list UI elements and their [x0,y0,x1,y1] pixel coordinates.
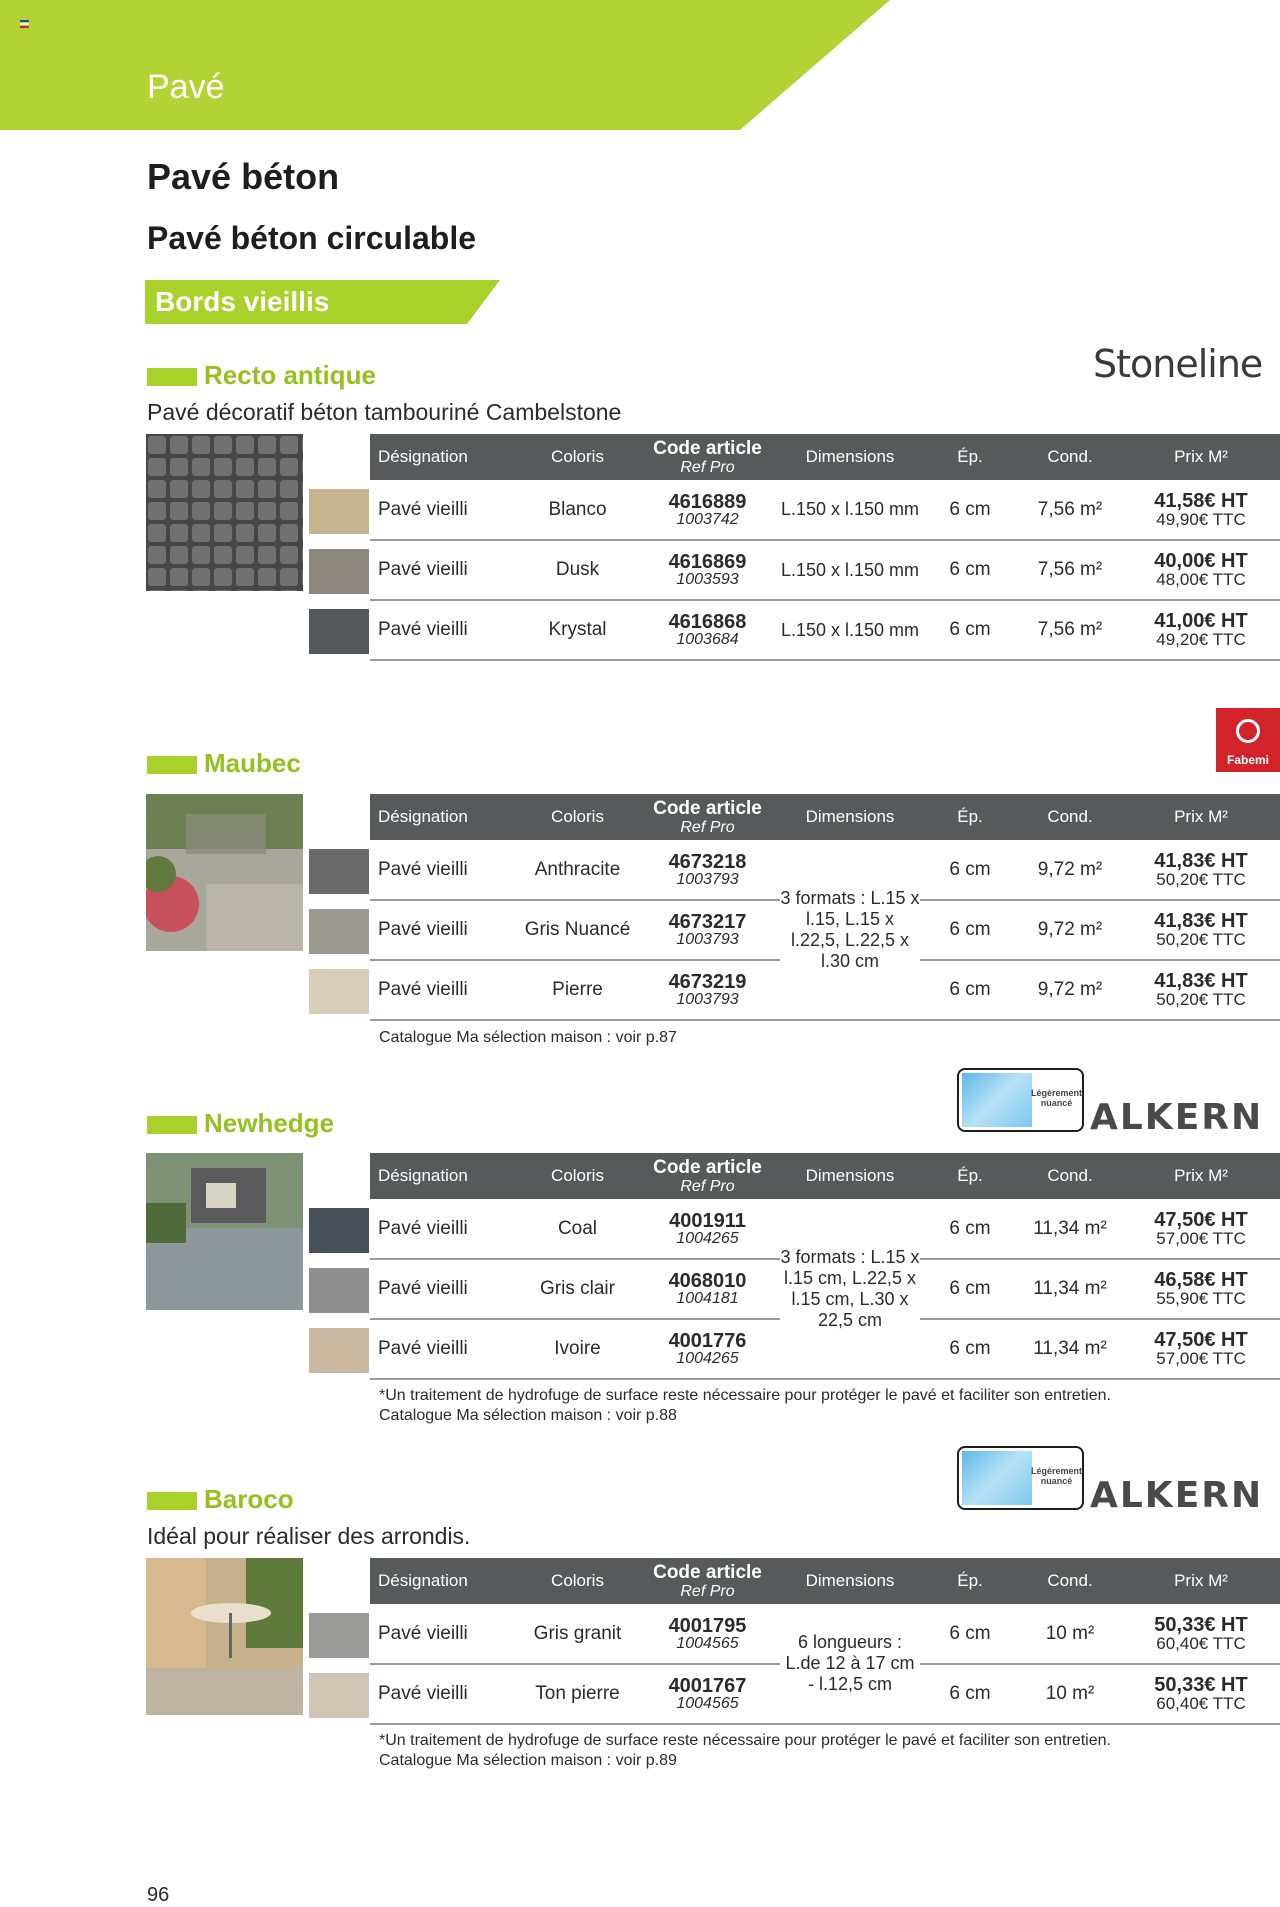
cell-cond: 7,56 m² [1020,480,1120,540]
table-header-row [370,434,1280,480]
cell-designation: Pavé vieilli [370,1664,520,1724]
section-description: Idéal pour réaliser des arrondis. [147,1523,471,1549]
column-header: Coloris [520,434,635,480]
swatch-blanco [309,489,369,534]
catalogue-note: Catalogue Ma sélection maison : voir p.87 [379,1029,677,1046]
cell-designation: Pavé vieilli [370,1604,520,1664]
badge-label: Légèrement nuancé [1030,1466,1083,1486]
product-table-maubec [370,794,1280,1021]
column-header: Prix M² [1120,1153,1280,1199]
cell-cond: 9,72 m² [1020,840,1120,900]
cell-ep: 6 cm [920,840,1020,900]
category-tag [145,280,500,324]
swatch-pierre [309,969,369,1014]
banner-title: Pavé [147,68,225,106]
brand-logo-fabemi [1216,708,1280,772]
column-header: Dimensions [780,1153,920,1199]
cell-coloris: Gris granit [520,1604,635,1664]
cell-code: 4616869 1003593 [635,540,780,600]
cell-coloris: Gris Nuancé [520,900,635,960]
column-header: Code article Ref Pro [635,434,780,480]
column-header: Ép. [920,794,1020,840]
cell-coloris: Krystal [520,600,635,660]
product-table-baroco [370,1558,1280,1725]
product-table-recto-antique [370,434,1280,661]
product-photo-maubec [146,794,303,951]
cell-price: 40,00€ HT 48,00€ TTC [1120,540,1280,600]
swatch-ivoire [309,1328,369,1373]
cell-coloris: Anthracite [520,840,635,900]
table-row [370,600,1280,660]
cell-cond: 9,72 m² [1020,900,1120,960]
column-header: Coloris [520,1153,635,1199]
brand-name: Fabemi [1226,753,1269,767]
column-header: Ép. [920,1558,1020,1604]
cell-price: 47,50€ HT 57,00€ TTC [1120,1199,1280,1259]
cell-designation: Pavé vieilli [370,900,520,960]
cell-ep: 6 cm [920,900,1020,960]
cell-ep: 6 cm [920,480,1020,540]
column-header: Désignation [370,794,520,840]
cell-dimensions: 3 formats : L.15 x l.15, L.15 x l.22,5, L.22,5 x l.30 cm [780,840,920,1020]
cell-coloris: Ton pierre [520,1664,635,1724]
cell-dimensions: L.150 x l.150 mm [780,600,920,660]
table-row [370,1604,1280,1664]
section-marker [147,756,197,774]
cell-code: 4001795 1004565 [635,1604,780,1664]
cell-ep: 6 cm [920,960,1020,1020]
section-title: Newhedge [204,1108,335,1138]
table-row [370,1199,1280,1259]
cell-code: 4001776 1004265 [635,1319,780,1379]
cell-ep: 6 cm [920,1199,1020,1259]
nuance-badge [957,1068,1084,1132]
cell-designation: Pavé vieilli [370,1199,520,1259]
column-header: Code article Ref Pro [635,1153,780,1199]
cell-cond: 11,34 m² [1020,1259,1120,1319]
cell-cond: 10 m² [1020,1604,1120,1664]
cell-price: 50,33€ HT 60,40€ TTC [1120,1664,1280,1724]
cell-designation: Pavé vieilli [370,1319,520,1379]
page-number: 96 [147,1884,170,1906]
column-header: Cond. [1020,794,1120,840]
product-table-newhedge [370,1153,1280,1380]
page-subtitle: Pavé béton circulable [147,220,477,256]
hydrofuge-note: *Un traitement de hydrofuge de surface reste nécessaire pour protéger le pavé et faciliter son entretien. [379,1732,1111,1749]
cell-cond: 7,56 m² [1020,540,1120,600]
cell-price: 41,83€ HT 50,20€ TTC [1120,900,1280,960]
cell-cond: 9,72 m² [1020,960,1120,1020]
cell-price: 47,50€ HT 57,00€ TTC [1120,1319,1280,1379]
section-title: Baroco [204,1484,294,1514]
cell-price: 41,83€ HT 50,20€ TTC [1120,960,1280,1020]
cell-code: 4673217 1003793 [635,900,780,960]
cell-designation: Pavé vieilli [370,540,520,600]
cell-price: 41,83€ HT 50,20€ TTC [1120,840,1280,900]
column-header: Désignation [370,1153,520,1199]
catalogue-note: Catalogue Ma sélection maison : voir p.88 [379,1407,677,1424]
column-header: Coloris [520,794,635,840]
cell-price: 41,58€ HT 49,90€ TTC [1120,480,1280,540]
header-banner [0,0,1280,130]
table-row [370,840,1280,900]
fabemi-emblem-icon [1236,719,1260,743]
section-marker [147,368,197,386]
column-header: Code article Ref Pro [635,794,780,840]
cell-coloris: Dusk [520,540,635,600]
flag-icon [20,20,29,27]
column-header: Désignation [370,1558,520,1604]
cell-code: 4001767 1004565 [635,1664,780,1724]
cell-code: 4673219 1003793 [635,960,780,1020]
brand-logo-alkern: ALKERN [1090,1097,1264,1138]
cell-cond: 10 m² [1020,1664,1120,1724]
swatch-anthracite [309,849,369,894]
cell-ep: 6 cm [920,1319,1020,1379]
column-header: Désignation [370,434,520,480]
swatch-dusk [309,549,369,594]
cell-code: 4616889 1003742 [635,480,780,540]
table-header-row [370,1558,1280,1604]
section-marker [147,1116,197,1134]
cell-code: 4001911 1004265 [635,1199,780,1259]
category-tag-label: Bords vieillis [155,286,330,317]
column-header: Code article Ref Pro [635,1558,780,1604]
cell-designation: Pavé vieilli [370,960,520,1020]
nuance-swatch-icon [962,1451,1032,1505]
cell-code: 4616868 1003684 [635,600,780,660]
section-title: Maubec [204,748,301,778]
cell-coloris: Gris clair [520,1259,635,1319]
cell-designation: Pavé vieilli [370,480,520,540]
column-header: Ép. [920,434,1020,480]
product-photo-newhedge [146,1153,303,1310]
cell-dimensions: L.150 x l.150 mm [780,480,920,540]
cell-cond: 7,56 m² [1020,600,1120,660]
cell-code: 4673218 1003793 [635,840,780,900]
cell-dimensions: 3 formats : L.15 x l.15 cm, L.22,5 x l.15 cm, L.30 x 22,5 cm [780,1199,920,1379]
cell-designation: Pavé vieilli [370,600,520,660]
cell-code: 4068010 1004181 [635,1259,780,1319]
column-header: Coloris [520,1558,635,1604]
column-header: Dimensions [780,1558,920,1604]
column-header: Ép. [920,1153,1020,1199]
catalogue-note: Catalogue Ma sélection maison : voir p.89 [379,1752,677,1769]
column-header: Prix M² [1120,434,1280,480]
cell-cond: 11,34 m² [1020,1199,1120,1259]
cell-designation: Pavé vieilli [370,840,520,900]
brand-logo-alkern: ALKERN [1090,1475,1264,1516]
cell-ep: 6 cm [920,600,1020,660]
section-description: Pavé décoratif béton tambouriné Cambelstone [147,399,622,425]
column-header: Dimensions [780,794,920,840]
cell-dimensions: 6 longueurs : L.de 12 à 17 cm - l.12,5 cm [780,1604,920,1724]
cell-ep: 6 cm [920,1664,1020,1724]
table-row [370,480,1280,540]
table-header-row [370,794,1280,840]
cell-coloris: Pierre [520,960,635,1020]
product-photo-recto-antique [146,434,303,591]
section-title: Recto antique [204,360,376,390]
cell-designation: Pavé vieilli [370,1259,520,1319]
brand-logo-stoneline: Stoneline [1093,342,1263,386]
swatch-gris-granit [309,1613,369,1658]
swatch-coal [309,1208,369,1253]
cell-price: 50,33€ HT 60,40€ TTC [1120,1604,1280,1664]
nuance-swatch-icon [962,1073,1032,1127]
column-header: Prix M² [1120,794,1280,840]
swatch-ton-pierre [309,1673,369,1718]
cell-ep: 6 cm [920,1604,1020,1664]
cell-ep: 6 cm [920,1259,1020,1319]
swatch-gris-nuance [309,909,369,954]
column-header: Cond. [1020,434,1120,480]
nuance-badge [957,1446,1084,1510]
banner-shape [0,0,1280,130]
swatch-krystal [309,609,369,654]
cell-cond: 11,34 m² [1020,1319,1120,1379]
cell-price: 41,00€ HT 49,20€ TTC [1120,600,1280,660]
column-header: Dimensions [780,434,920,480]
badge-label: Légèrement nuancé [1030,1088,1083,1108]
column-header: Cond. [1020,1153,1120,1199]
cell-coloris: Ivoire [520,1319,635,1379]
table-row [370,540,1280,600]
cell-coloris: Coal [520,1199,635,1259]
product-photo-baroco [146,1558,303,1715]
cell-ep: 6 cm [920,540,1020,600]
swatch-gris-clair [309,1268,369,1313]
section-marker [147,1492,197,1510]
column-header: Cond. [1020,1558,1120,1604]
column-header: Prix M² [1120,1558,1280,1604]
hydrofuge-note: *Un traitement de hydrofuge de surface reste nécessaire pour protéger le pavé et faciliter son entretien. [379,1387,1111,1404]
cell-price: 46,58€ HT 55,90€ TTC [1120,1259,1280,1319]
cell-dimensions: L.150 x l.150 mm [780,540,920,600]
cell-coloris: Blanco [520,480,635,540]
table-header-row [370,1153,1280,1199]
page-title: Pavé béton [147,156,340,197]
